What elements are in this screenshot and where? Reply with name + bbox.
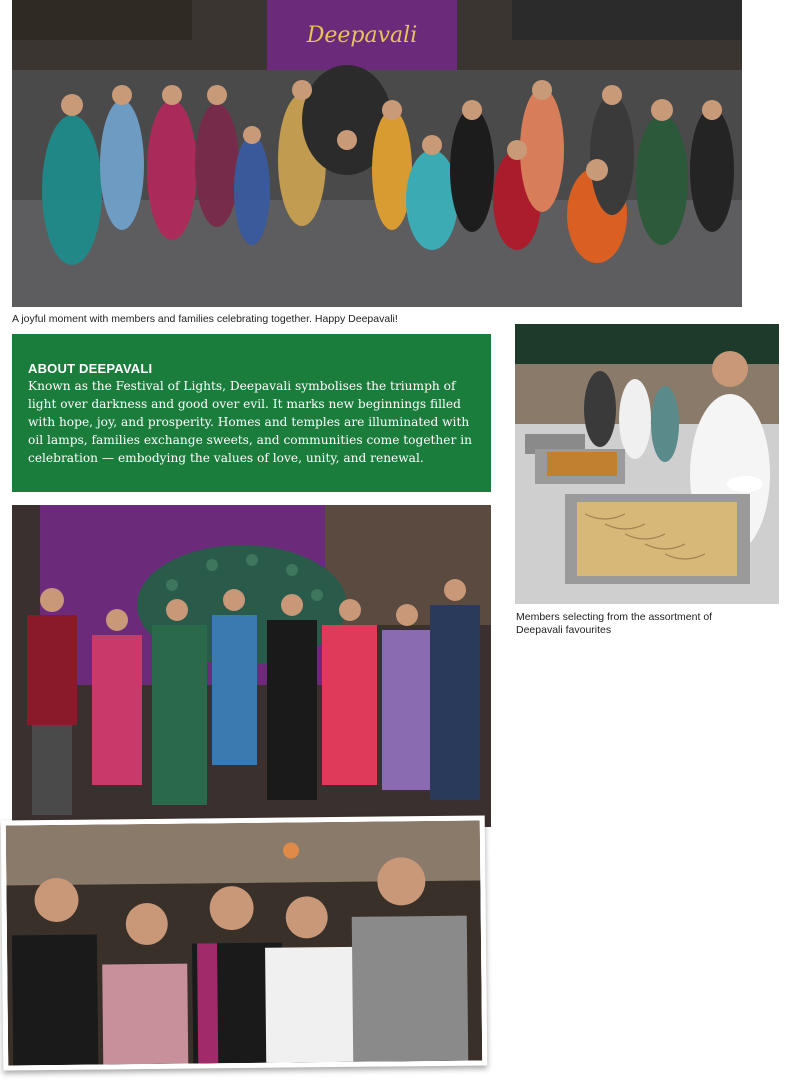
group-photo-caption: A joyful moment with members and families celebrating together. Happy Deepavali! [12, 313, 398, 325]
group-photo [12, 0, 742, 307]
about-deepavali-box [12, 334, 491, 492]
buffet-photo-caption: Members selecting from the assortment of Deepavali favourites [516, 611, 713, 636]
family-photo-frame [1, 815, 488, 1070]
banner-text: Deepavali [306, 23, 418, 48]
about-title: ABOUT DEEPAVALI [28, 361, 153, 376]
performers-photo [12, 505, 491, 827]
buffet-photo [515, 324, 779, 604]
family-photo [6, 821, 482, 1066]
about-body: Known as the Festival of Lights, Deepavali symbolises the triumph of light over darkness and good over evil. It marks new beginnings filled with hope, joy, and prosperity. Homes and temples are illuminated with oil lamps, families exchange sweets, and communities come together in celebration — embodying the values of love, unity, and renewal. [28, 379, 472, 465]
